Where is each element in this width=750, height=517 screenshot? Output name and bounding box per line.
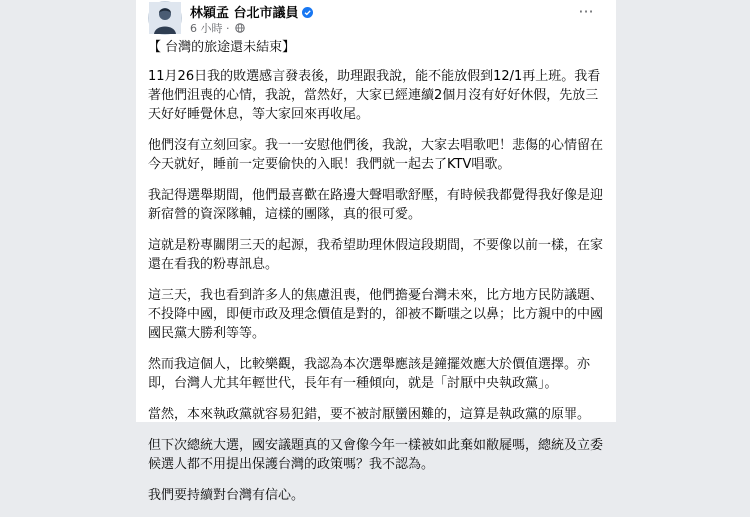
post-paragraph: 11月26日我的敗選感言發表後，助理跟我說，能不能放假到12/1再上班。我看著他們沮喪的心情，我說，當然好，大家已經連續2個月沒有好好休假，先放三天好好睡覺休息，等大家回來再收尾。: [148, 69, 601, 122]
post-meta: [190, 20, 245, 36]
globe-icon: [235, 23, 245, 33]
facebook-post: [136, 0, 616, 503]
meta-separator: ·: [226, 22, 230, 35]
post-paragraph: 但下次總統大選，國安議題真的又會像今年一樣被如此棄如敝屣嗎，總統及立委候選人都不用提出保護台灣的政策嗎？我不認為。: [148, 438, 604, 472]
author-avatar[interactable]: [148, 1, 182, 35]
post-paragraph: 當然，本來執政黨就容易犯錯，要不被討厭蠻困難的，這算是執政黨的原罪。: [148, 407, 591, 422]
post-paragraph: 然而我這個人，比較樂觀，我認為本次選舉應該是鐘擺效應大於價值選擇。亦即，台灣人尤其年輕世代，長年有一種傾向，就是「討厭中央執政黨」。: [148, 357, 591, 391]
post-paragraph: 我們要持續對台灣有信心。: [148, 488, 305, 503]
post-paragraph: 我記得選舉期間，他們最喜歡在路邊大聲唱歌舒壓，有時候我都覺得我好像是迎新宿營的資深隊輔，這樣的團隊，真的很可愛。: [148, 188, 604, 222]
post-paragraph: 這三天，我也看到許多人的焦慮沮喪，他們擔憂台灣未來，比方地方民防議題、不投降中國，即便市政及理念價值是對的，卻被不斷嗤之以鼻；比方親中的中國國民黨大勝利等等。: [148, 288, 604, 341]
verified-badge-icon: [302, 7, 313, 18]
post-paragraph: 他們沒有立刻回家。我一一安慰他們後，我說，大家去唱歌吧！悲傷的心情留在今天就好，睡前一定要偷快的入眠！我們就一起去了KTV唱歌。: [148, 138, 604, 172]
post-header: [148, 0, 604, 38]
more-options-button[interactable]: ···: [578, 2, 594, 21]
avatar-portrait-icon: [149, 2, 181, 34]
post-paragraph: 這就是粉專關閉三天的起源，我希望助理休假這段期間，不要像以前一樣，在家還在看我的粉專訊息。: [148, 238, 604, 272]
post-timestamp[interactable]: 6 小時: [190, 22, 223, 35]
post-content: [148, 38, 604, 517]
author-name-row: [190, 2, 313, 21]
author-name[interactable]: 林穎孟 台北市議員: [190, 6, 299, 21]
post-title: 【 台灣的旅途還未結束】: [148, 40, 296, 55]
